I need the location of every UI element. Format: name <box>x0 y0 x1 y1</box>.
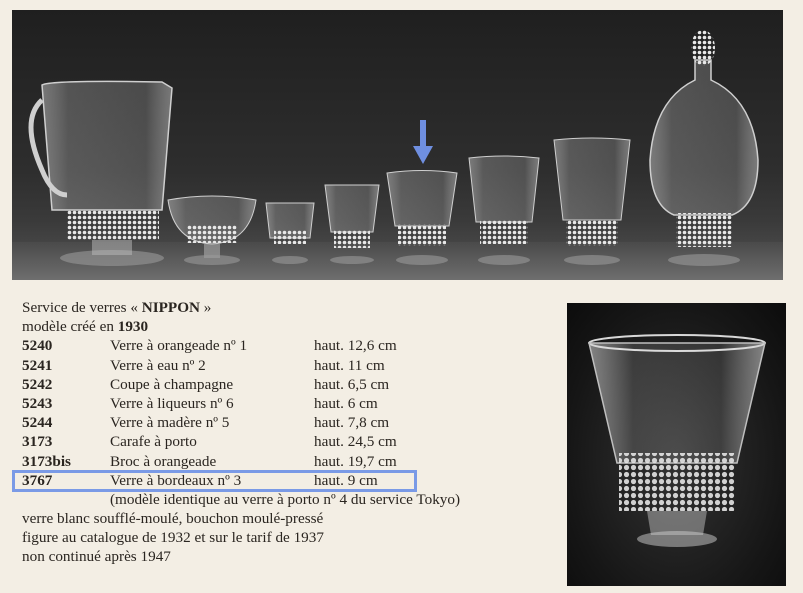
water-glass <box>469 156 539 265</box>
champagne-coupe <box>168 196 256 265</box>
arrow-down-icon <box>413 120 433 164</box>
created-line: modèle créé en 1930 <box>22 318 149 336</box>
table-row: 5240 Verre à orangeade nº 1 haut. 12,6 cm <box>22 337 397 355</box>
bordeaux-glass-closeup <box>567 303 786 586</box>
table-row-highlighted: 3767 Verre à bordeaux nº 3 haut. 9 cm <box>22 471 378 489</box>
liqueur-glass <box>266 203 314 264</box>
note-line: (modèle identique au verre à porto nº 4 du service Tokyo) <box>110 490 461 508</box>
madere-glass <box>325 185 379 264</box>
description-line: verre blanc soufflé-moulé, bouchon moulé-pressé <box>22 510 324 528</box>
table-row: 5242 Coupe à champagne haut. 6,5 cm <box>22 375 390 393</box>
carafe <box>650 30 758 266</box>
orangeade-glass <box>554 138 630 265</box>
series-name: NIPPON <box>141 299 200 316</box>
table-row: 5241 Verre à eau nº 2 haut. 11 cm <box>22 356 385 374</box>
table-row: 5243 Verre à liqueurs nº 6 haut. 6 cm <box>22 394 378 412</box>
description-line: non continué après 1947 <box>22 548 171 566</box>
bordeaux-glass <box>387 171 457 266</box>
series-title: Service de verres « NIPPON » <box>22 299 212 316</box>
table-row: 3173 Carafe à porto haut. 24,5 cm <box>22 433 397 451</box>
glassware-photo <box>12 10 783 280</box>
pitcher-glass <box>31 81 172 266</box>
glassware-illustration <box>12 10 783 280</box>
highlight-box <box>12 470 417 492</box>
bordeaux-glass-photo <box>567 303 786 586</box>
description-line: figure au catalogue de 1932 et sur le tarif de 1937 <box>22 529 324 547</box>
table-row: 5244 Verre à madère nº 5 haut. 7,8 cm <box>22 414 390 432</box>
table-row: 3173bis Broc à orangeade haut. 19,7 cm <box>22 452 397 470</box>
catalog-text <box>22 298 562 567</box>
